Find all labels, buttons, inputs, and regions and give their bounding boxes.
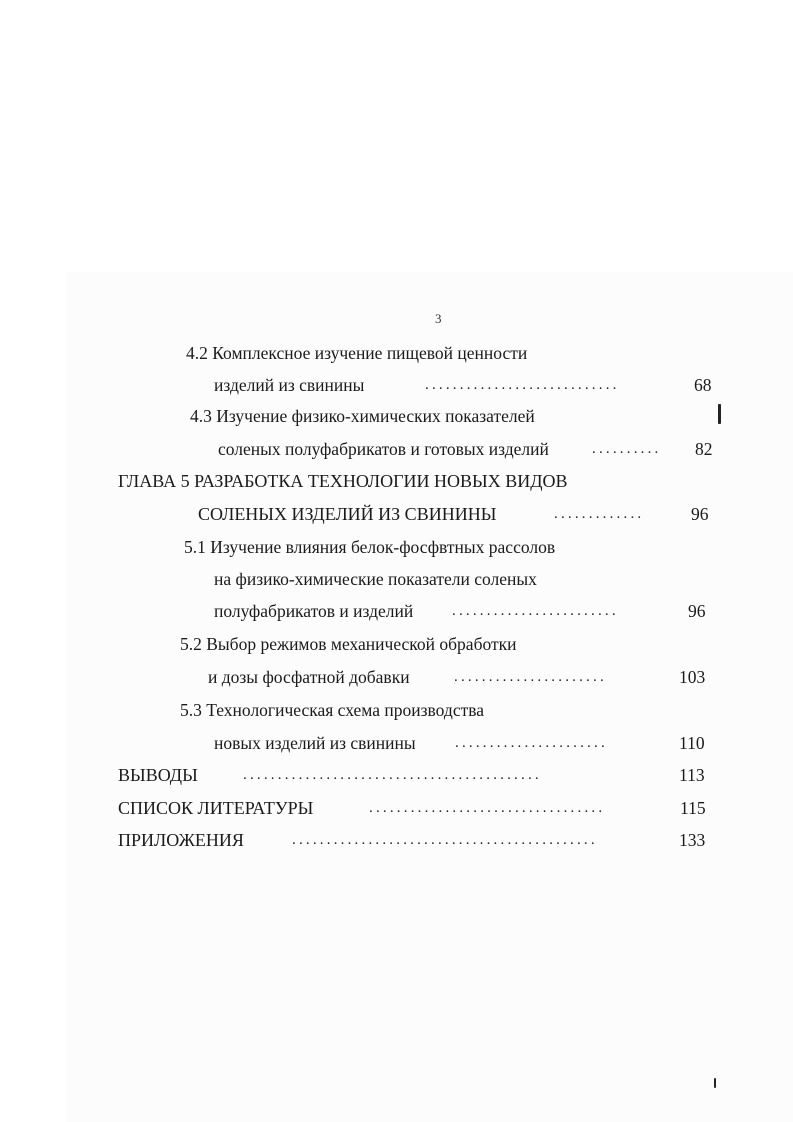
toc-entry-5-3-title-cont: новых изделий из свинины (214, 733, 416, 753)
toc-leader: ...................... (454, 669, 607, 685)
toc-leader: .................................. (369, 800, 606, 816)
toc-entry-5-1-title: 5.1 Изучение влияния белок-фосфвтных рассолов (184, 537, 556, 557)
toc-chapter-5-title-cont: СОЛЕНЫХ ИЗДЕЛИЙ ИЗ СВИНИНЫ (198, 504, 497, 524)
scan-artifact-mark (718, 404, 721, 424)
toc-references-title: СПИСОК ЛИТЕРАТУРЫ (118, 798, 314, 818)
toc-entry-4-3-title-cont: соленых полуфабрикатов и готовых изделий (218, 439, 549, 459)
toc-conclusions-title: ВЫВОДЫ (118, 765, 198, 785)
toc-leader: ........................................... (243, 767, 542, 783)
toc-leader: ............. (554, 506, 645, 522)
page-number: 3 (435, 311, 442, 326)
toc-entry-4-3-title: 4.3 Изучение физико-химических показателей (190, 406, 535, 426)
toc-entry-5-2-page: 103 (679, 667, 706, 687)
toc-chapter-5-title: ГЛАВА 5 РАЗРАБОТКА ТЕХНОЛОГИИ НОВЫХ ВИДОВ (118, 471, 568, 491)
toc-entry-5-1-title-cont: на физико-химические показатели соленых (214, 569, 537, 589)
toc-entry-5-3-page: 110 (679, 733, 705, 753)
toc-chapter-5-page: 96 (691, 504, 709, 524)
toc-leader: ............................ (425, 377, 620, 393)
toc-leader: ............................................ (292, 832, 598, 848)
scanned-page (66, 272, 793, 1122)
toc-entry-4-2-title-cont: изделий из свинины (214, 375, 365, 395)
toc-entry-4-2-title: 4.2 Комплексное изучение пищевой ценности (186, 343, 528, 363)
toc-entry-4-2-page: 68 (694, 375, 712, 395)
toc-leader: ...................... (455, 735, 608, 751)
toc-leader: ........................ (452, 603, 619, 619)
toc-leader: .......... (592, 441, 662, 457)
toc-entry-5-1-title-cont2: полуфабрикатов и изделий (214, 601, 414, 621)
toc-entry-5-2-title-cont: и дозы фосфатной добавки (208, 667, 410, 687)
toc-entry-5-2-title: 5.2 Выбор режимов механической обработки (180, 634, 517, 654)
toc-appendices-page: 133 (679, 830, 706, 850)
toc-conclusions-page: 113 (679, 765, 705, 785)
toc-entry-5-1-page: 96 (688, 601, 706, 621)
toc-entry-4-3-page: 82 (695, 439, 713, 459)
toc-appendices-title: ПРИЛОЖЕНИЯ (118, 830, 244, 850)
toc-entry-5-3-title: 5.3 Технологическая схема производства (180, 700, 485, 720)
scan-artifact-mark (714, 1078, 716, 1088)
toc-references-page: 115 (680, 798, 706, 818)
